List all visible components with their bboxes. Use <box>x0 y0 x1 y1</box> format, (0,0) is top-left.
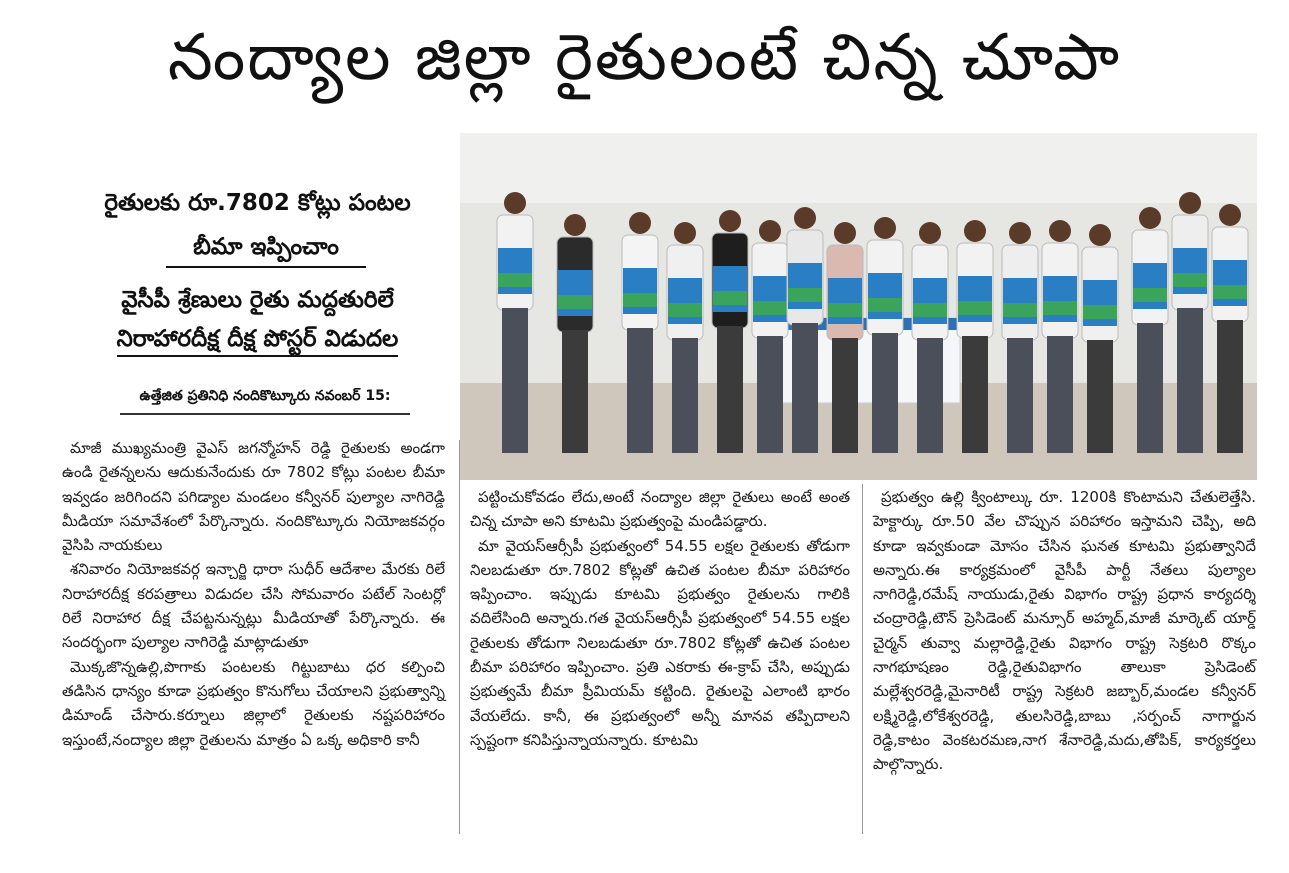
sub-heading-line-1: రైతులకు రూ.7802 కోట్లు పంటల <box>104 190 411 216</box>
poster-band <box>958 301 992 315</box>
group-photo-illustration <box>460 133 1257 480</box>
col1-paragraph-2: శనివారం నియోజకవర్గ ఇన్చార్జి ధారా సుధీర్ ఆదేశాల మేరకు రిలే నిరాహారదీక్ష కరపత్రాలు విడుదల చేసి సోమవారం పటేల్ సెంటర్లో రిలే నిరాహార దీక్ష చేపట్టనున్నట్లు మీడియాతో పేర్కొన్నారు. ఈ సందర్భంగా పుల్యాల నాగిరెడ్డి మాట్లాడుతూ <box>62 560 445 652</box>
person-head <box>719 210 741 232</box>
poster <box>753 276 787 322</box>
person-legs <box>757 336 783 453</box>
person-head <box>1139 207 1161 229</box>
person-legs <box>502 308 528 453</box>
person-legs <box>792 323 818 453</box>
sub-heading-line-4 <box>60 322 455 356</box>
poster <box>1213 260 1247 306</box>
poster-band <box>713 291 747 305</box>
poster-band <box>668 303 702 317</box>
person-head <box>964 220 986 242</box>
poster <box>623 268 657 314</box>
person-legs <box>1007 338 1033 453</box>
poster-band <box>558 295 592 309</box>
poster <box>1003 278 1037 324</box>
article-column-2 <box>470 485 850 752</box>
person-legs <box>1087 340 1113 453</box>
person-head <box>504 192 526 214</box>
poster-band <box>1003 303 1037 317</box>
person-legs <box>962 336 988 453</box>
person-legs <box>1137 323 1163 453</box>
article-column-3 <box>873 485 1256 777</box>
poster-band <box>623 293 657 307</box>
poster-band <box>753 301 787 315</box>
person-head <box>1179 192 1201 214</box>
poster <box>913 278 947 324</box>
poster <box>668 278 702 324</box>
person-head <box>1009 222 1031 244</box>
person-legs <box>832 338 858 453</box>
person-head <box>794 207 816 229</box>
poster-band <box>913 303 947 317</box>
poster <box>558 270 592 316</box>
poster <box>1083 280 1117 326</box>
person-head <box>674 222 696 244</box>
person-legs <box>627 328 653 453</box>
person-head <box>834 222 856 244</box>
sub-heading-line-3: వైసీపీ శ్రేణులు రైతు మద్దతురిలే <box>121 287 394 313</box>
poster-band <box>1213 285 1247 299</box>
poster-band <box>498 273 532 287</box>
poster-band <box>828 303 862 317</box>
news-photo <box>460 133 1257 480</box>
person-head <box>629 212 651 234</box>
person-legs <box>872 333 898 453</box>
person-head <box>874 217 896 239</box>
person-legs <box>1217 320 1243 453</box>
person-legs <box>672 338 698 453</box>
poster <box>1043 276 1077 322</box>
poster-band <box>788 288 822 302</box>
column-divider-2 <box>862 484 863 834</box>
col1-paragraph-1: మాజీ ముఖ్యమంత్రి వైఎస్ జగన్మోహన్ రెడ్డి రైతులకు అండగా ఉండి రైతన్నలను ఆదుకునేందుకు రూ 7802 కోట్లు పంటల బీమా ఇవ్వడం జరిగిందని పగిడ్యాల మండలం కన్వీనర్ పుల్యాల నాగిరెడ్డి మీడియా సమావేశంలో పేర్కొన్నారు. నందికొట్కూరు నియోజకవర్గం వైసిపి నాయకులు <box>62 439 445 555</box>
person-head <box>1089 224 1111 246</box>
person-legs <box>562 330 588 453</box>
poster <box>1133 263 1167 309</box>
person-legs <box>1177 308 1203 453</box>
person-legs <box>1047 336 1073 453</box>
sub-heading-line-2: బీమా ఇప్పించాం <box>166 230 366 268</box>
poster <box>958 276 992 322</box>
column-divider-1 <box>459 440 460 834</box>
poster-band <box>1133 288 1167 302</box>
poster <box>498 248 532 294</box>
poster-band <box>868 298 902 312</box>
person-head <box>1049 220 1071 242</box>
article-column-1 <box>62 436 445 752</box>
poster-band <box>1043 301 1077 315</box>
poster <box>1173 248 1207 294</box>
person-head <box>919 222 941 244</box>
col2-paragraph-1: పట్టించుకోవడం లేదు,అంటే నంద్యాల జిల్లా రైతులు అంటే అంత చిన్న చూపా అని కూటమి ప్రభుత్వంపై మండిపడ్డారు. <box>470 488 850 531</box>
col2-paragraph-2: మా వైయస్ఆర్సీపీ ప్రభుత్వంలో 54.55 లక్షల రైతులకు తోడుగా నిలబడుతూ రూ.7802 కోట్లతో ఉచిత పంటల బీమా పరిహారం ఇప్పించాం. ఇప్పుడు కూటమి ప్రభుత్వం రైతులను గాలికి వదిలేసింది అన్నారు.గత వైయస్ఆర్సీపీ ప్రభుత్వంలో 54.55 లక్షల రైతులకు తోడుగా నిలబడుతూ రూ.7802 కోట్లతో ఉచిత పంటల బీమా పరిహారం ఇప్పించాం. ప్రతి ఎకరాకు ఈ-క్రాప్ చేసి, అప్పుడు ప్రభుత్వమే బీమా ప్రీమియమ్ కట్టింది. రైతులపై ఎలాంటి భారం వేయలేదు. కానీ, ఈ ప్రభుత్వంలో అన్నీ మానవ తప్పిదాలని స్పష్టంగా కనిపిస్తున్నాయన్నారు. కూటమి <box>470 536 850 749</box>
person-legs <box>917 338 943 453</box>
poster-band <box>1173 273 1207 287</box>
poster-band <box>1083 305 1117 319</box>
headline: నంద్యాల జిల్లా రైతులంటే చిన్న చూపా <box>167 21 1122 95</box>
poster <box>713 266 747 312</box>
poster <box>868 273 902 319</box>
person-head <box>1219 204 1241 226</box>
byline: ఉత్తేజిత ప్రతినిధి నందికొట్కూరు నవంబర్ 15: <box>120 388 410 415</box>
poster <box>788 263 822 309</box>
person-legs <box>717 326 743 453</box>
poster <box>828 278 862 324</box>
col1-paragraph-3: మొక్కజొన్నఉల్లి,పొగాకు పంటలకు గిట్టుబాటు ధర కల్పించి తడిసిన ధాన్యం కూడా ప్రభుత్వం కొనుగోలు చేయాలని ప్రభుత్వాన్ని డిమాండ్ చేసారు.కర్నూలు జిల్లాలో రైతులకు నష్టపరిహారం ఇస్తుంటే,నంద్యాల జిల్లా రైతులను మాత్రం ఏ ఒక్క అధికారి కానీ <box>62 657 445 749</box>
person-head <box>759 220 781 242</box>
person-head <box>564 214 586 236</box>
col3-paragraph-1: ప్రభుత్వం ఉల్లి క్వింటాల్కు రూ. 1200కి కొంటామని చేతులెత్తేసి. హెక్టార్కు రూ.50 వేల చొప్పున పరిహారం ఇస్తామని చెప్పి, అది కూడా ఇవ్వకుండా మోసం చేసిన ఘనత కూటమి ప్రభుత్వానిదే అన్నారు.ఈ కార్యక్రమంలో వైసీపీ పార్టీ నేతలు పుల్యాల నాగిరెడ్డి,రమేష్ నాయుడు,రైతు విభాగం రాష్ట్ర ప్రధాన కార్యదర్శి చంద్రారెడ్డి,టౌన్ ప్రెసిడెంట్ మన్సూర్ అహ్మద్,మాజీ మార్కెట్ యార్డ్ చైర్మన్ తువ్వా మల్లారెడ్డి,రైతు విభాగం రాష్ట్ర సెక్రటరి రొక్కం నాగభూషణం రెడ్డి,రైతువిభాగం తాలుకా ప్రెసిడెంట్ మల్లేశ్వరరెడ్డి,మైనారిటీ రాష్ట్ర సెక్రటరి జబ్బార్,మండల కన్వీనర్ లక్ష్మిరెడ్డి,లోకేశ్వరరెడ్డి, తులసిరెడ్డి,బాబు ,సర్పంచ్ నాగార్జున రెడ్డి,కాటం వెంకటరమణ,నాగ శేనారెడ్డి,మదు,తోపిక్, కార్యకర్తలు పాల్గొన్నారు. <box>873 488 1256 774</box>
sub-heading-line-4-text: నిరాహారదీక్ష దీక్ష పోస్టర్ విడుదల <box>117 326 399 357</box>
